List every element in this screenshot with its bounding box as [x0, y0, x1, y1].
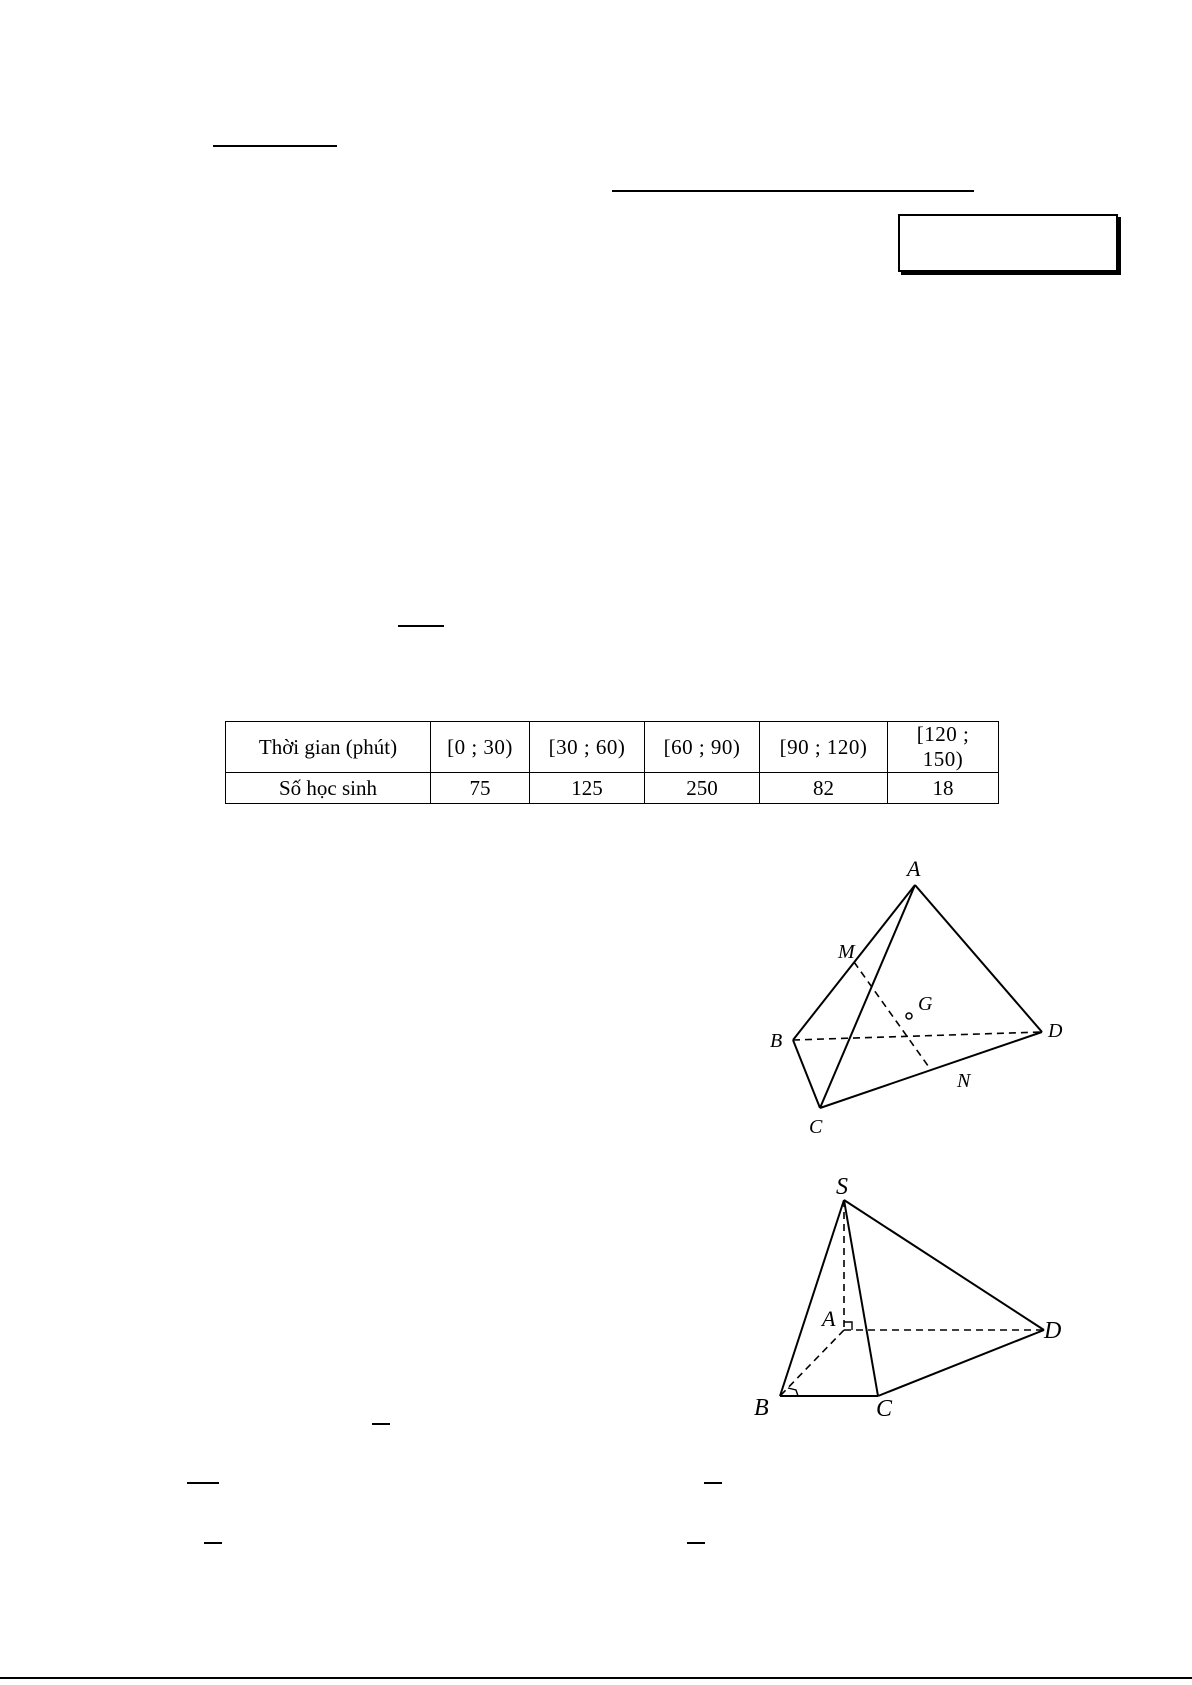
fraction-bar-5	[204, 1542, 222, 1544]
vertex-label-m: M	[838, 941, 855, 963]
interval-cell: [60 ; 90)	[645, 722, 760, 773]
interval-cell: [0 ; 30)	[431, 722, 530, 773]
count-cell: 82	[760, 773, 888, 804]
point-label-g: G	[918, 993, 933, 1015]
fraction-bar-1	[398, 625, 444, 627]
pyramid-figure	[750, 1170, 1080, 1425]
interval-cell: [120 ; 150)	[888, 722, 999, 773]
header-right-rule	[612, 190, 974, 192]
vertex-label-c: C	[809, 1116, 823, 1135]
interval-cell: [30 ; 60)	[530, 722, 645, 773]
table-header-label: Thời gian (phút)	[226, 722, 431, 773]
vertex-label-n: N	[957, 1070, 971, 1092]
table-header-row	[226, 722, 999, 773]
tetrahedron-figure	[770, 850, 1070, 1135]
count-cell: 250	[645, 773, 760, 804]
vertex-label-d: D	[1044, 1318, 1062, 1344]
tetrahedron-svg	[770, 850, 1070, 1135]
count-cell: 125	[530, 773, 645, 804]
count-cell: 75	[431, 773, 530, 804]
fraction-bar-2	[372, 1423, 390, 1425]
fraction-bar-6	[687, 1542, 705, 1544]
footer-rule	[0, 1677, 1192, 1679]
vertex-label-d: D	[1048, 1020, 1063, 1042]
table-row-label: Số học sinh	[226, 773, 431, 804]
time-frequency-table	[225, 721, 999, 800]
vertex-label-c: C	[876, 1396, 893, 1422]
count-cell: 18	[888, 773, 999, 804]
exam-code-box	[898, 214, 1118, 272]
vertex-label-b: B	[770, 1030, 783, 1052]
vertex-label-b: B	[754, 1395, 769, 1421]
table-count-row	[226, 773, 999, 804]
vertex-label-a: A	[822, 1306, 836, 1331]
header-left-rule	[213, 145, 337, 147]
interval-cell: [90 ; 120)	[760, 722, 888, 773]
fraction-bar-4	[704, 1482, 722, 1484]
pyramid-svg	[750, 1170, 1080, 1425]
fraction-bar-3	[187, 1482, 219, 1484]
vertex-label-s: S	[836, 1174, 848, 1200]
vertex-label-a: A	[907, 856, 921, 881]
